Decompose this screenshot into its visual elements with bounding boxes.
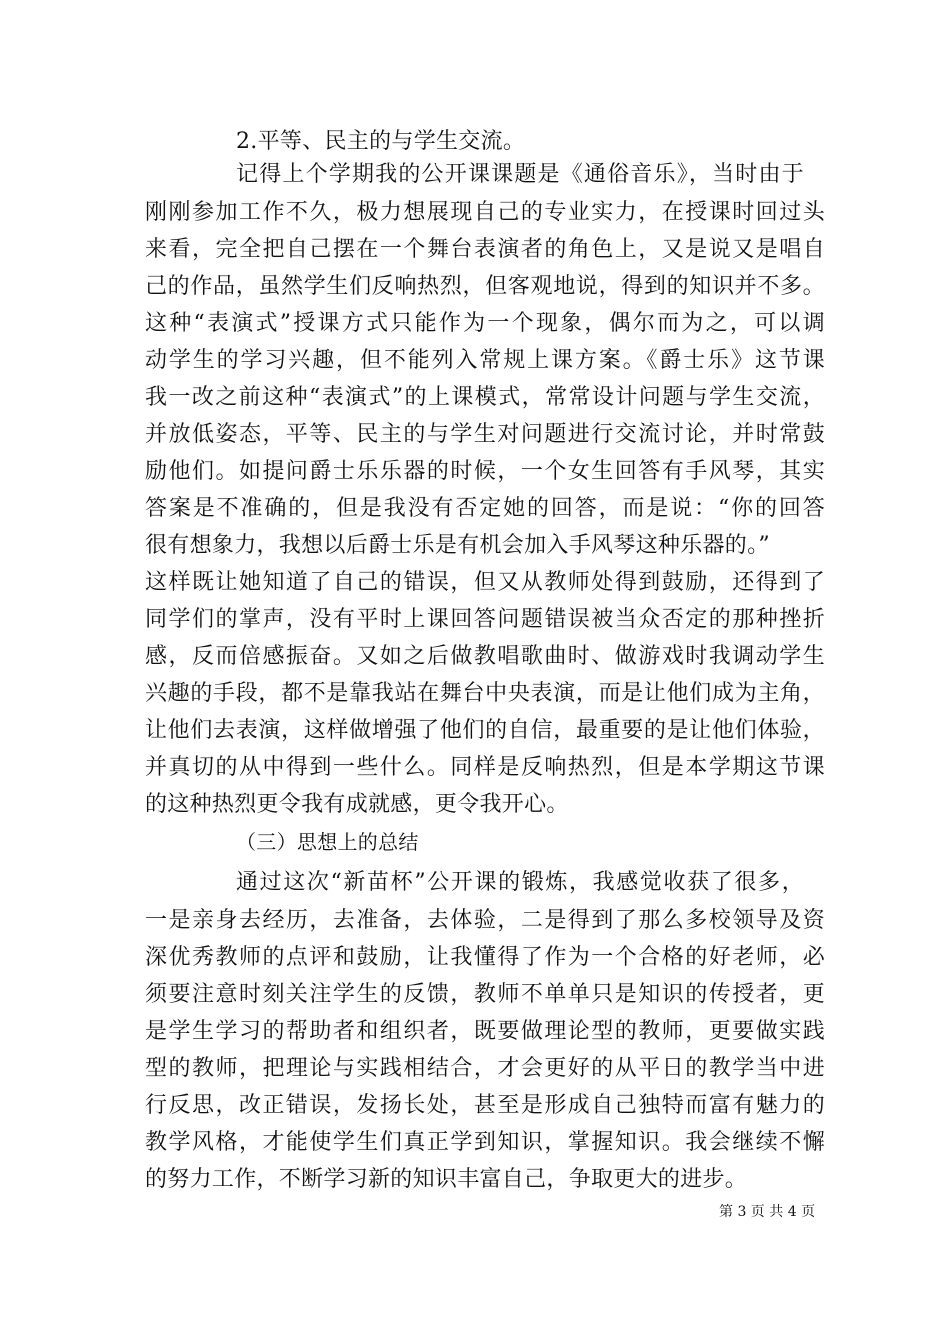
section-heading-thoughts-summary: （三）思想上的总结 <box>236 830 419 854</box>
paragraph-line: 深优秀教师的点评和鼓励，让我懂得了作为一个合格的好老师，必 <box>145 945 825 970</box>
paragraph-line: 己的作品，虽然学生们反响热烈，但客观地说，得到的知识并不多。 <box>145 274 825 299</box>
paragraph-line: 感，反而倍感振奋。又如之后做教唱歌曲时、做游戏时我调动学生 <box>145 644 825 669</box>
paragraph-line: 须要注意时刻关注学生的反馈，教师不单单只是知识的传授者，更 <box>145 982 825 1007</box>
paragraph-line: 让他们去表演，这样做增强了他们的自信，最重要的是让他们体验， <box>145 718 825 743</box>
paragraph-line: 来看，完全把自己摆在一个舞台表演者的角色上，又是说又是唱自 <box>145 237 825 262</box>
paragraph-line: 同学们的掌声，没有平时上课回答问题错误被当众否定的那种挫折 <box>145 607 825 632</box>
paragraph-line: 并真切的从中得到一些什么。同样是反响热烈，但是本学期这节课 <box>145 755 825 780</box>
paragraph-line: 兴趣的手段，都不是靠我站在舞台中央表演，而是让他们成为主角， <box>145 681 825 706</box>
paragraph-line: 一是亲身去经历，去准备，去体验，二是得到了那么多校领导及资 <box>145 908 825 933</box>
paragraph-line: 励他们。如提问爵士乐乐器的时候，一个女生回答有手风琴，其实 <box>145 459 825 484</box>
paragraph-line: 答案是不准确的，但是我没有否定她的回答，而是说：“你的回答 <box>145 496 825 521</box>
paragraph-line: 并放低姿态，平等、民主的与学生对问题进行交流讨论，并时常鼓 <box>145 422 825 447</box>
paragraph-line: 通过这次“新苗杯”公开课的锻炼，我感觉收获了很多， <box>236 870 804 895</box>
paragraph-line: 是学生学习的帮助者和组织者，既要做理论型的教师，更要做实践 <box>145 1019 825 1044</box>
paragraph-line: 行反思，改正错误，发扬长处，甚至是形成自己独特而富有魅力的 <box>145 1093 825 1118</box>
paragraph-line: 教学风格，才能使学生们真正学到知识，掌握知识。我会继续不懈 <box>145 1130 825 1155</box>
paragraph-line: 的这种热烈更令我有成就感，更令我开心。 <box>145 792 569 817</box>
paragraph-line: 记得上个学期我的公开课课题是《通俗音乐》，当时由于 <box>236 162 804 187</box>
paragraph-line: 动学生的学习兴趣，但不能列入常规上课方案。《爵士乐》这节课 <box>145 348 825 373</box>
paragraph-line: 很有想象力，我想以后爵士乐是有机会加入手风琴这种乐器的。” <box>145 533 770 558</box>
page-number-footer: 第 3 页 共 4 页 <box>719 1204 816 1220</box>
paragraph-line: 刚刚参加工作不久，极力想展现自己的专业实力，在授课时回过头 <box>145 200 825 225</box>
section-heading-equal-democratic: 2.平等、民主的与学生交流。 <box>236 129 526 154</box>
paragraph-line: 这样既让她知道了自己的错误，但又从教师处得到鼓励，还得到了 <box>145 570 825 595</box>
paragraph-line: 这种“表演式”授课方式只能作为一个现象，偶尔而为之，可以调 <box>145 311 825 336</box>
paragraph-line: 型的教师，把理论与实践相结合，才会更好的从平日的教学当中进 <box>145 1056 825 1081</box>
paragraph-line: 的努力工作，不断学习新的知识丰富自己，争取更大的进步。 <box>145 1167 748 1192</box>
paragraph-line: 我一改之前这种“表演式”的上课模式，常常设计问题与学生交流， <box>145 385 825 410</box>
